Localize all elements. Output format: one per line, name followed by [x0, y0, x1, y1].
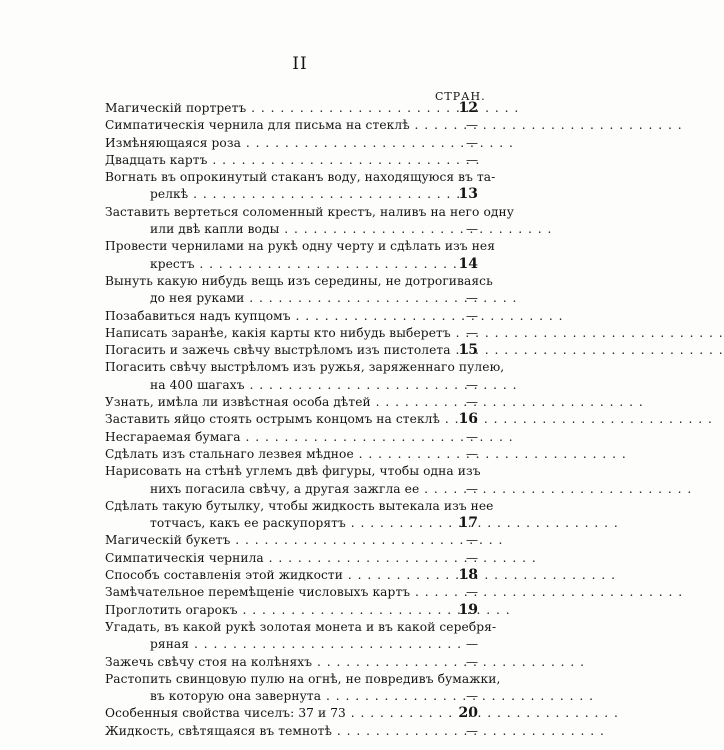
toc-entry-continuation [0, 221, 600, 238]
toc-entry-title: Способъ составленія этой жидкости . . [105, 567, 616, 584]
toc-entry-title: Позабавиться надъ купцомъ . . [105, 308, 564, 325]
toc-entry-title: Угадать, въ какой рукѣ золотая монета и въ какой серебря- [105, 619, 497, 634]
toc-entry-title: релкѣ . . [150, 186, 461, 203]
toc-entry-continuation [0, 186, 600, 203]
toc-entry-title: Растопить свинцовую пулю на огнѣ, не повредивъ бумажки, [105, 671, 501, 686]
toc-entry-title: Двадцать картъ . . [105, 152, 480, 169]
toc-entry-continuation [0, 290, 600, 307]
toc-entry-title: Симпатическія чернила для письма на стеклѣ . . [105, 117, 683, 134]
toc-entry-title: Заставить яйцо стоять острымъ концомъ на стеклѣ . . [105, 411, 713, 428]
toc-entry-page: — [466, 585, 478, 600]
toc-entry [0, 723, 600, 740]
toc-entry-page: — [466, 481, 478, 496]
toc-entry-page: 20 [458, 705, 478, 722]
toc-entry [0, 567, 600, 584]
toc-entry-title: Магическій портретъ . . [105, 100, 519, 117]
toc-entry-page: 16 [458, 411, 478, 428]
toc-entry-page: — [466, 550, 478, 565]
toc-entry [0, 135, 600, 152]
toc-entry-page: — [466, 135, 478, 150]
toc-entry [0, 550, 600, 567]
toc-entry-page: 19 [458, 601, 478, 618]
toc-entry-page: 13 [458, 186, 478, 203]
toc-entry-page: — [466, 325, 478, 340]
toc-entry-title: нихъ погасила свѣчу, а другая зажгла ее . . [150, 481, 692, 498]
toc-entry-title: Проглотить огарокъ . . [105, 602, 511, 619]
toc-entry [0, 619, 600, 636]
toc-entry [0, 342, 600, 359]
toc-entry-title: Симпатическія чернила . . [105, 550, 537, 567]
toc-entry-page: — [466, 308, 478, 323]
toc-entry-page: — [466, 637, 478, 652]
toc-entry-title: въ которую она завернута . . [150, 688, 594, 705]
toc-entry [0, 602, 600, 619]
toc-entry [0, 204, 600, 221]
toc-entry-page: 15 [458, 342, 478, 359]
toc-entry [0, 411, 600, 428]
toc-entry-page: — [466, 723, 478, 738]
toc-entry-title: Вынуть какую нибудь вещь изъ середины, не дотрогиваясь [105, 273, 493, 288]
toc-entry-page: — [466, 118, 478, 133]
toc-entry-title: Вогнать въ опрокинутый стаканъ воду, находящуюся въ та- [105, 170, 496, 185]
toc-entry [0, 429, 600, 446]
toc-entry-page: — [466, 222, 478, 237]
toc-entry-continuation [0, 256, 600, 273]
toc-entry-page: — [466, 152, 478, 167]
toc-entry-title: Измѣняющаяся роза . . [105, 135, 514, 152]
toc-entry-continuation [0, 688, 600, 705]
toc-entry [0, 654, 600, 671]
toc-entry [0, 238, 600, 255]
toc-entry-title: Жидкость, свѣтящаяся въ темнотѣ . . [105, 723, 605, 740]
toc-entry-page: 14 [458, 255, 478, 272]
toc-entry-title: Провести чернилами на рукѣ одну черту и сдѣлать изъ нея [105, 239, 496, 254]
toc-entry [0, 152, 600, 169]
toc-entry-title: Магическій букетъ . . [105, 532, 503, 549]
toc-entry-title: или двѣ капли воды . . [150, 221, 552, 238]
toc-entry [0, 532, 600, 549]
toc-entry [0, 308, 600, 325]
toc-entry [0, 169, 600, 186]
toc-entry-page: 12 [458, 100, 478, 116]
page-number: II [292, 54, 308, 74]
toc-entry-page: — [466, 446, 478, 461]
toc-entry [0, 117, 600, 134]
toc-entry [0, 705, 600, 722]
toc-entry [0, 325, 600, 342]
toc-entry-continuation [0, 481, 600, 498]
toc-entry-title: ряная . . [150, 636, 462, 653]
table-of-contents [0, 100, 600, 740]
toc-entry-title: тотчасъ, какъ ее раскупорятъ . . [150, 515, 619, 532]
toc-entry-title: Заставить вертеться соломенный крестъ, наливъ на него одну [105, 204, 514, 219]
toc-entry-continuation [0, 515, 600, 532]
toc-entry-continuation [0, 636, 600, 653]
toc-entry-title: Нарисовать на стѣнѣ углемъ двѣ фигуры, чтобы одна изъ [105, 464, 481, 479]
toc-entry-title: Написать заранѣе, какія карты кто нибудь выберетъ . . [105, 325, 724, 342]
toc-entry-title: крестъ . . [150, 256, 468, 273]
toc-entry-title: Погасить свѣчу выстрѣломъ изъ ружья, заряженнаго пулею, [105, 360, 505, 375]
toc-entry-title: Замѣчательное перемѣщеніе числовыхъ картъ . . [105, 584, 683, 601]
toc-entry [0, 100, 600, 117]
toc-entry-title: Узнать, имѣла ли извѣстная особа дѣтей . . [105, 394, 644, 411]
toc-entry-title: до нея руками . . [150, 290, 517, 307]
toc-entry-page: — [466, 395, 478, 410]
toc-entry-page: — [466, 429, 478, 444]
toc-entry [0, 584, 600, 601]
toc-entry [0, 446, 600, 463]
toc-entry-page: — [466, 291, 478, 306]
toc-entry-title: на 400 шагахъ . . [150, 377, 518, 394]
page-column-header: СТРАН. [435, 90, 486, 103]
toc-entry-page: — [466, 377, 478, 392]
toc-entry-page: 17 [458, 515, 478, 532]
toc-entry-title: Сдѣлать изъ стальнаго лезвея мѣдное . . [105, 446, 627, 463]
toc-entry-page: — [466, 654, 478, 669]
toc-entry-title: Погасить и зажечь свѣчу выстрѣломъ изъ пистолета . . [105, 342, 724, 359]
toc-entry [0, 498, 600, 515]
toc-entry-page: 18 [458, 567, 478, 584]
toc-entry-page: — [466, 689, 478, 704]
toc-entry-title: Сдѣлать такую бутылку, чтобы жидкость вытекала изъ нее [105, 498, 494, 513]
toc-entry-continuation [0, 377, 600, 394]
toc-entry-title: Зажечь свѣчу стоя на колѣняхъ . . [105, 654, 585, 671]
toc-entry [0, 394, 600, 411]
toc-entry [0, 671, 600, 688]
toc-entry-page: — [466, 533, 478, 548]
toc-entry [0, 359, 600, 376]
toc-entry [0, 463, 600, 480]
toc-entry-title: Несгараемая бумага . . [105, 429, 514, 446]
toc-entry [0, 273, 600, 290]
toc-entry-title: Особенныя свойства чиселъ: 37 и 73 . . [105, 705, 619, 722]
